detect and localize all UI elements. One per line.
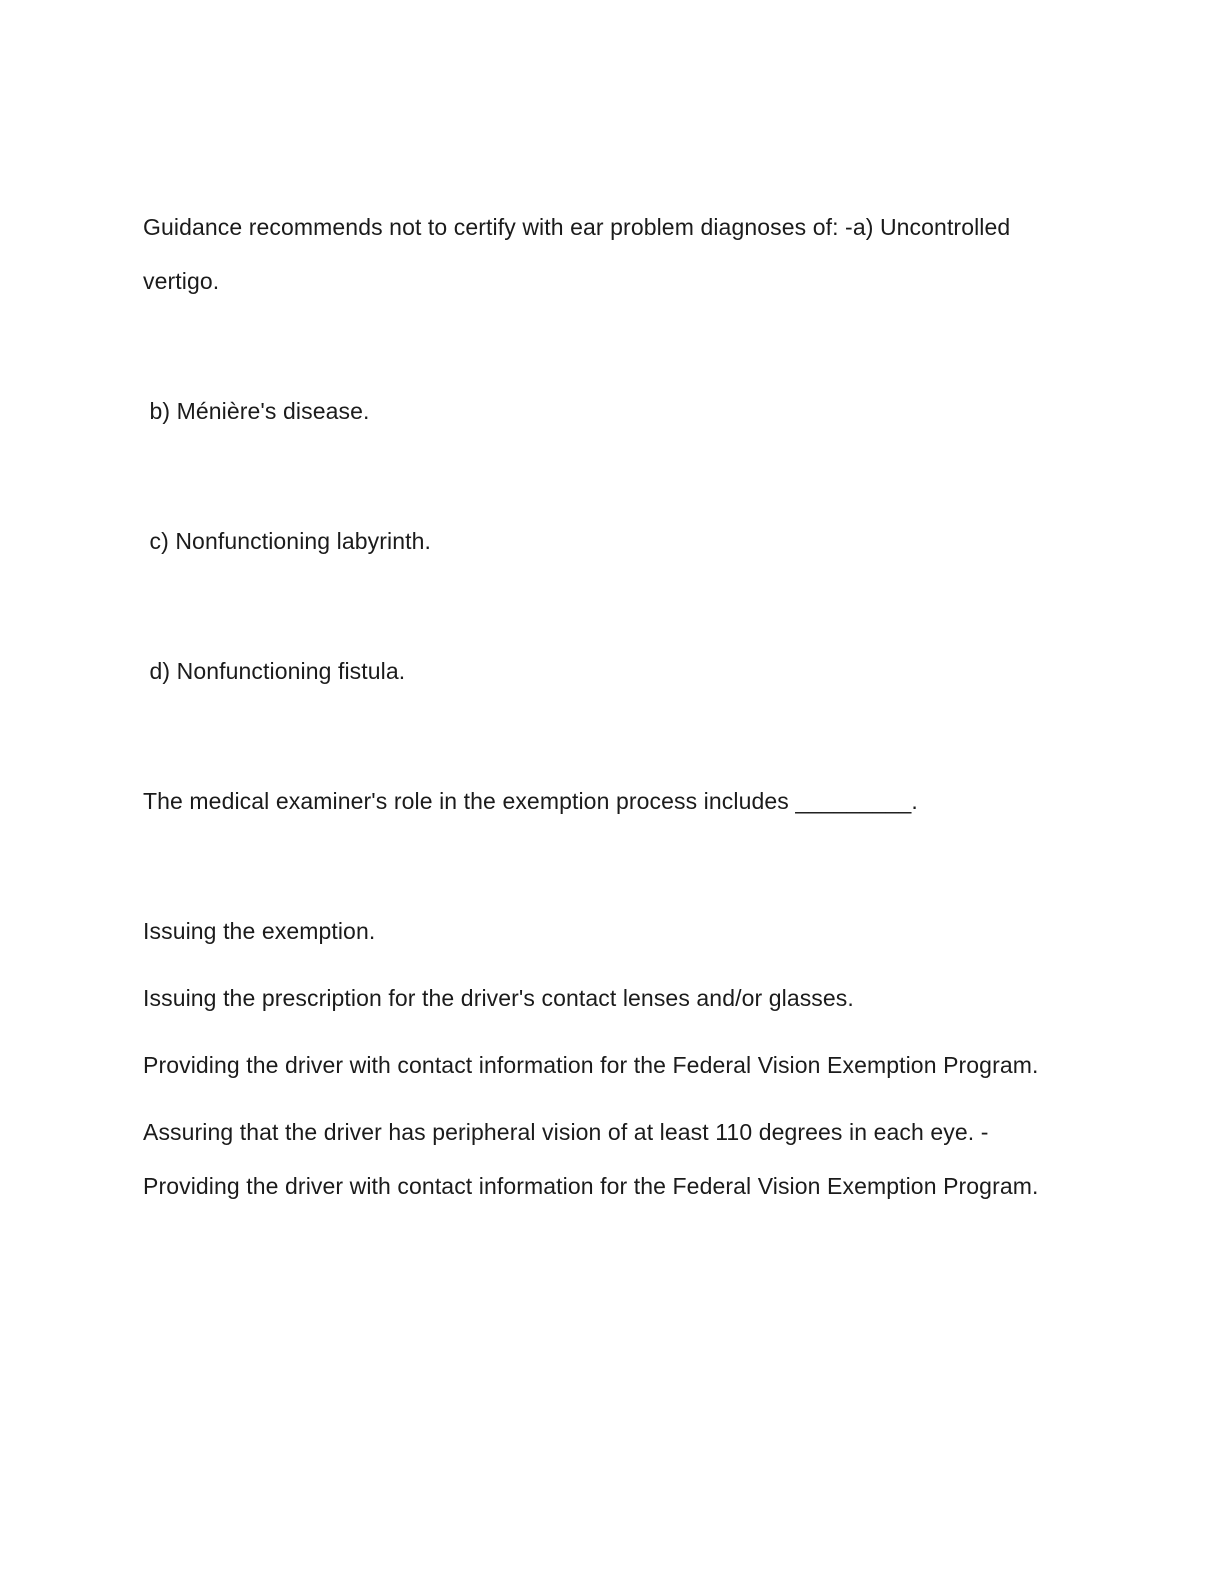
answer-issuing-prescription: Issuing the prescription for the driver's contact lenses and/or glasses.	[143, 985, 854, 1011]
question-ear-diagnoses: Guidance recommends not to certify with ear problem diagnoses of: -a) Uncontrolled vertigo.	[143, 214, 1017, 294]
option-c-nonfunctioning-labyrinth: c) Nonfunctioning labyrinth.	[143, 528, 432, 554]
answer-issuing-exemption: Issuing the exemption.	[143, 918, 376, 944]
document-body	[143, 200, 1084, 1213]
question-exemption-process: The medical examiner's role in the exemption process includes _________.	[143, 788, 918, 814]
option-b-menieres-disease: b) Ménière's disease.	[143, 398, 370, 424]
option-d-nonfunctioning-fistula: d) Nonfunctioning fistula.	[143, 658, 406, 684]
answer-assuring-peripheral-vision: Assuring that the driver has peripheral vision of at least 110 degrees in each eye. - Providing the driver with contact information for the Federal Vision Exemption Program.	[143, 1119, 1039, 1199]
answer-providing-contact-info: Providing the driver with contact information for the Federal Vision Exemption Program.	[143, 1052, 1039, 1078]
